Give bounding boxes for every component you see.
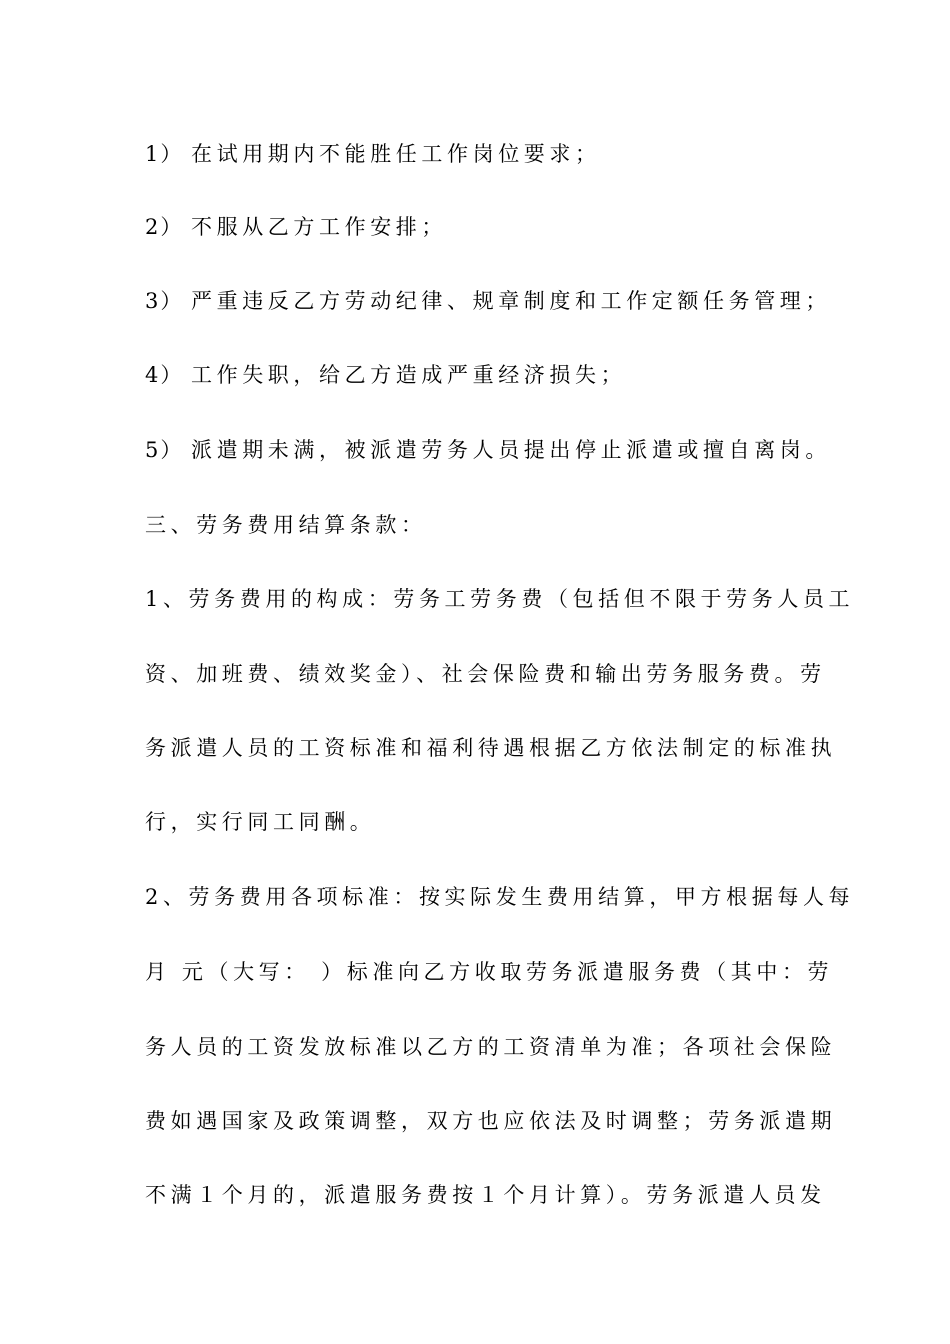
list-item	[145, 287, 831, 315]
clause-1-line: 1、劳务费用的构成：劳务工劳务费（包括但不限于劳务人员工	[145, 587, 855, 611]
clause-1-line: 资、加班费、绩效奖金）、社会保险费和输出劳务服务费。劳	[145, 662, 826, 686]
list-item-number: 5）	[145, 438, 184, 462]
list-item	[145, 140, 825, 168]
clause-2-line: 2、劳务费用各项标准：按实际发生费用结算，甲方根据每人每	[145, 885, 855, 909]
list-item-number: 1）	[145, 142, 184, 166]
list-item-text: 派遣期未满，被派遣劳务人员提出停止派遣或擅自离岗。	[191, 438, 831, 462]
list-item	[145, 436, 831, 464]
section-heading: 三、劳务费用结算条款：	[145, 513, 427, 537]
clause-1-line: 务派遣人员的工资标准和福利待遇根据乙方依法制定的标准执	[145, 736, 837, 760]
list-item-number: 4）	[145, 363, 184, 387]
list-item-number: 2）	[145, 215, 184, 239]
list-item-text: 严重违反乙方劳动纪律、规章制度和工作定额任务管理；	[191, 289, 831, 313]
list-item-number: 3）	[145, 289, 184, 313]
clause-2-line: 务人员的工资发放标准以乙方的工资清单为准；各项社会保险	[145, 1035, 837, 1059]
list-item	[145, 213, 825, 241]
list-item-text: 工作失职，给乙方造成严重经济损失；	[191, 363, 627, 387]
list-item-text: 不服从乙方工作安排；	[191, 215, 447, 239]
list-item-text: 在试用期内不能胜任工作岗位要求；	[191, 142, 601, 166]
clause-2-line: 月 元（大写： ）标准向乙方收取劳务派遣服务费（其中：劳	[145, 960, 834, 984]
clause-2-line: 不满１个月的，派遣服务费按１个月计算）。劳务派遣人员发	[145, 1183, 826, 1207]
clause-1-line: 行，实行同工同酬。	[145, 810, 376, 834]
clause-2-line: 费如遇国家及政策调整，双方也应依法及时调整；劳务派遣期	[145, 1109, 837, 1133]
list-item	[145, 361, 825, 389]
